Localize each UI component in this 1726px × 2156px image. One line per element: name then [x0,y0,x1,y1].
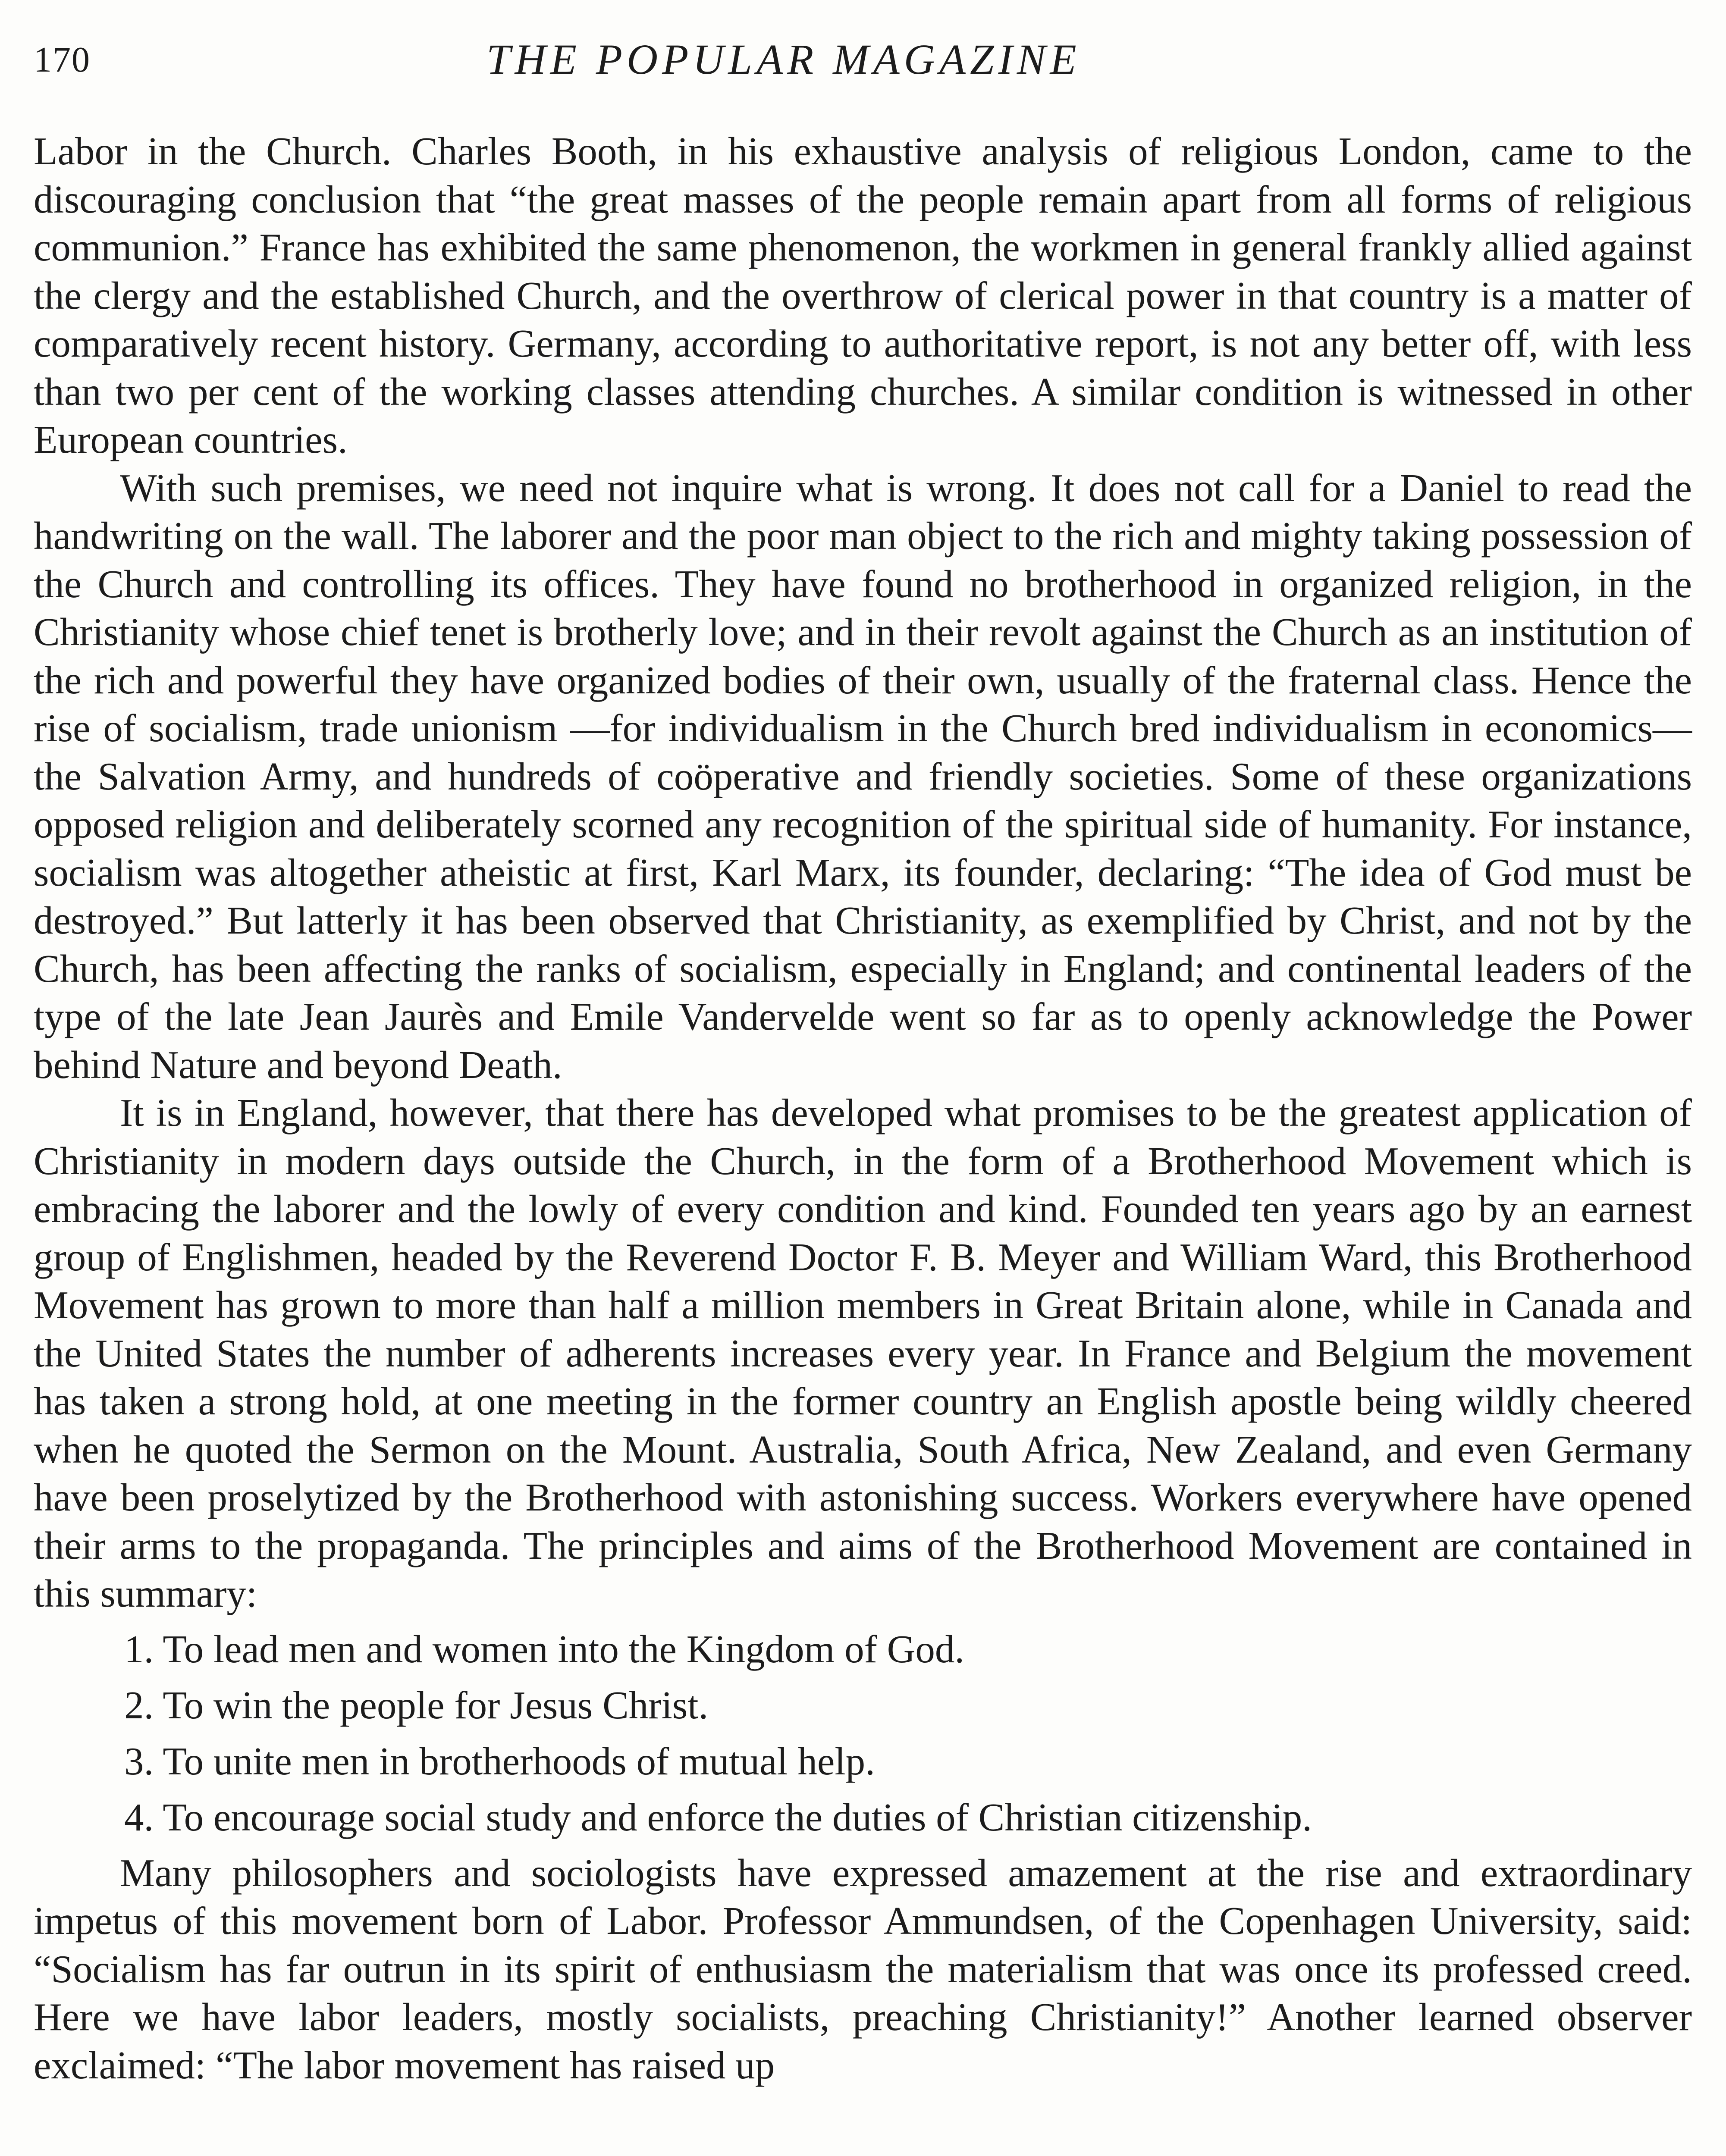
magazine-title: THE POPULAR MAGAZINE [486,35,1081,83]
paragraph-1: Labor in the Church. Charles Booth, in his exhaustive analysis of religious London, came to the discouraging conclusion that “the great masses of the people remain apart from all forms of religious communion.” France has exhibited the same phenomenon, the workmen in general frankly allied against the clergy and the established Church, and the overthrow of clerical power in that country is a matter of comparatively recent history. Germany, according to authoritative report, is not any better off, with less than two per cent of the working classes attending churches. A similar condition is witnessed in other European countries. [34,129,1692,461]
page-number: 170 [34,40,91,80]
paragraph-3: It is in England, however, that there has developed what promises to be the greatest application of Christianity in modern days outside the Church, in the form of a Brotherhood Movement which is embracing the laborer and the lowly of every condition and kind. Founded ten years ago by an earnest group of Englishmen, headed by the Reverend Doctor F. B. Meyer and William Ward, this Brotherhood Movement has grown to more than half a million members in Great Britain alone, while in Canada and the United States the number of adherents increases every year. In France and Belgium the movement has taken a strong hold, at one meeting in the former country an English apostle being wildly cheered when he quoted the Sermon on the Mount. Australia, South Africa, New Zealand, and even Germany have been proselytized by the Brotherhood with astonishing success. Workers everywhere have opened their arms to the propaganda. The principles and aims of the Brotherhood Movement are contained in this summary: [34,1091,1692,1615]
article-body [34,127,1692,2089]
list-item: 4. To encourage social study and enforce the duties of Christian citizenship. [124,1795,1312,1839]
paragraph-2: With such premises, we need not inquire what is wrong. It does not call for a Daniel to read the handwriting on the wall. The laborer and the poor man object to the rich and mighty taking possession of the Church and controlling its offices. They have found no brotherhood in organized religion, in the Christianity whose chief tenet is brotherly love; and in their revolt against the Church as an institution of the rich and powerful they have organized bodies of their own, usually of the fraternal class. Hence the rise of socialism, trade unionism —for individualism in the Church bred individualism in economics—the Salvation Army, and hundreds of coöperative and friendly societies. Some of these organizations opposed religion and deliberately scorned any recognition of the spiritual side of humanity. For instance, socialism was altogether atheistic at first, Karl Marx, its founder, declaring: “The idea of God must be destroyed.” But latterly it has been observed that Christianity, as exemplified by Christ, and not by the Church, has been affecting the ranks of socialism, especially in England; and continental leaders of the type of the late Jean Jaurès and Emile Vandervelde went so far as to openly acknowledge the Power behind Nature and beyond Death. [34,466,1692,1087]
list-item: 2. To win the people for Jesus Christ. [124,1683,709,1727]
paragraph-4: Many philosophers and sociologists have expressed amazement at the rise and extraordinary impetus of this movement born of Labor. Professor Ammundsen, of the Copenhagen University, said: “Socialism has far outrun in its spirit of enthusiasm the materialism that was once its professed creed. Here we have labor leaders, mostly socialists, preaching Christianity!” Another learned observer exclaimed: “The labor movement has raised up [34,1851,1692,2087]
brotherhood-summary-list [34,1621,1692,1846]
list-item: 3. To unite men in brotherhoods of mutual help. [124,1739,875,1783]
list-item: 1. To lead men and women into the Kingdom of God. [124,1627,965,1671]
page-header [34,34,1692,86]
